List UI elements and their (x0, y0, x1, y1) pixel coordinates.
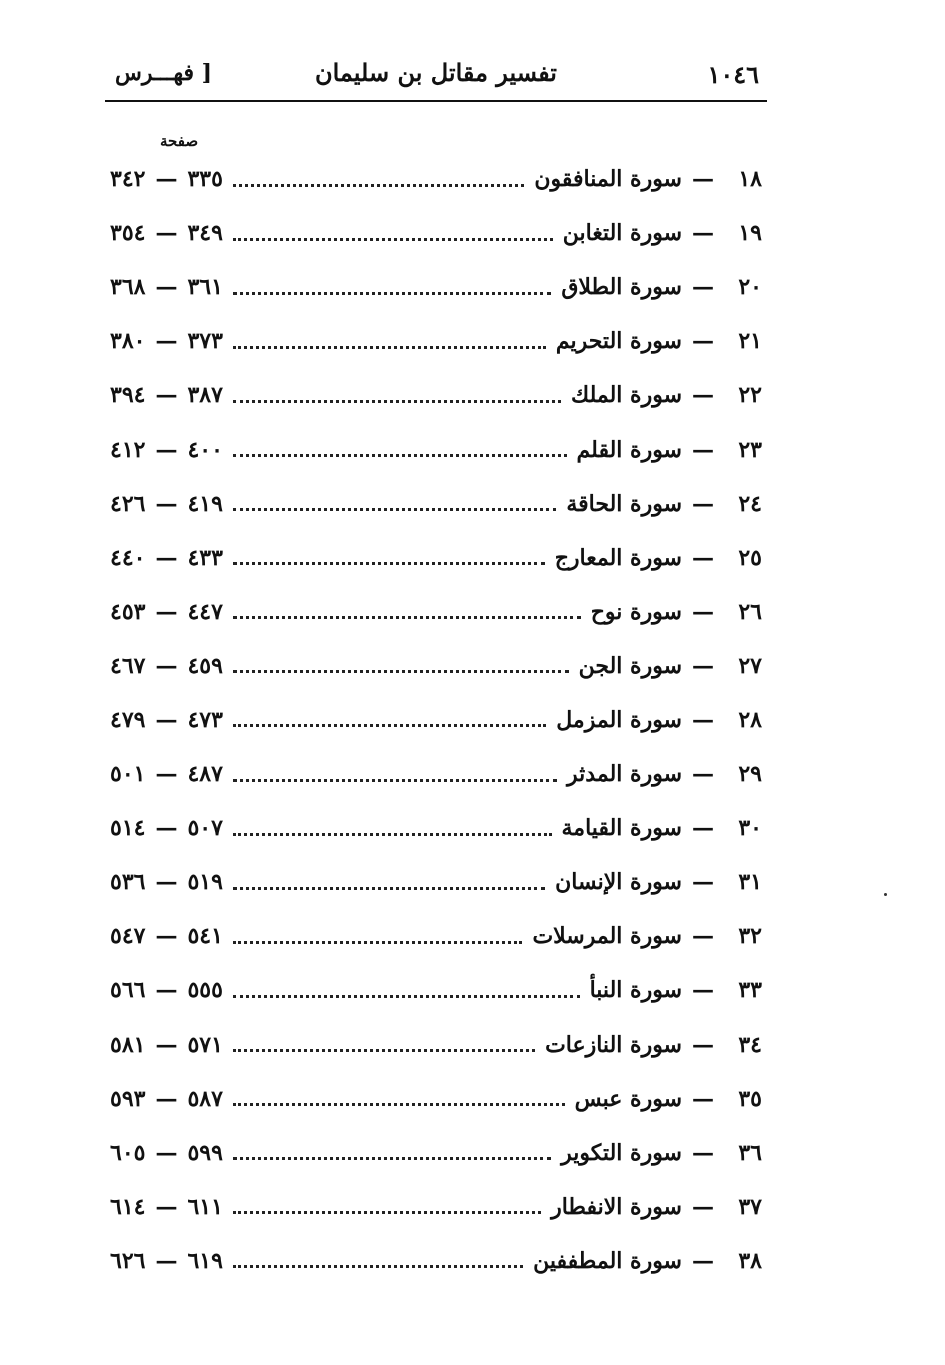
range-dash: — (155, 815, 178, 842)
dot-leader (233, 1211, 541, 1214)
page-from: ٣٣٥ (187, 166, 223, 193)
entry-dash: — (692, 598, 714, 625)
toc-entry (110, 368, 762, 422)
entry-dash: — (692, 815, 714, 842)
entry-number: ٢٤ (738, 490, 762, 517)
page-range (110, 491, 223, 517)
range-dash: — (155, 923, 178, 950)
surah-name: سورة الإنسان (555, 869, 682, 896)
book-title: تفسير مقاتل بن سليمان (314, 58, 557, 87)
entry-number: ٣٠ (738, 815, 762, 842)
range-dash: — (155, 220, 178, 247)
page-to: ٣٦٨ (110, 274, 146, 301)
surah-name: سورة المدثر (567, 761, 682, 788)
toc-entry (110, 1126, 762, 1180)
entry-number: ٢٢ (738, 382, 762, 409)
surah-name: سورة المزمل (556, 706, 682, 733)
surah-name: سورة المنافقون (534, 166, 682, 193)
entry-number: ٣٣ (738, 977, 762, 1004)
dot-leader (233, 508, 556, 511)
page-from: ٤٨٧ (187, 761, 223, 788)
page-to: ٤٦٧ (110, 652, 146, 679)
entry-number: ٢٨ (738, 706, 762, 733)
toc-entry (110, 639, 762, 693)
page-to: ٥١٤ (110, 815, 146, 842)
toc-entry (110, 855, 762, 909)
entry-number: ٢١ (738, 328, 762, 355)
entry-dash: — (692, 436, 714, 463)
dot-leader (233, 1103, 565, 1106)
range-dash: — (155, 706, 178, 733)
page-range (110, 977, 223, 1003)
page-range (110, 166, 223, 192)
range-dash: — (155, 274, 178, 301)
toc-entry (110, 1072, 762, 1126)
dot-leader (233, 1049, 535, 1052)
range-dash: — (155, 652, 178, 679)
toc-entry (110, 585, 762, 639)
page-range (110, 382, 223, 408)
table-of-contents (110, 152, 762, 1288)
entry-number: ٢٠ (738, 274, 762, 301)
range-dash: — (155, 436, 178, 463)
page-range (110, 437, 223, 463)
surah-name: سورة التغابن (562, 220, 682, 247)
entry-number: ٣٤ (738, 1031, 762, 1058)
surah-name: سورة القيامة (561, 815, 682, 842)
entry-dash: — (692, 1085, 714, 1112)
page-from: ٥٠٧ (187, 815, 223, 842)
entry-dash: — (692, 977, 714, 1004)
surah-name: سورة النازعات (545, 1031, 682, 1058)
ink-speck (884, 893, 887, 896)
entry-number: ٢٧ (738, 652, 762, 679)
entry-number: ٣١ (738, 869, 762, 896)
page-from: ٥٤١ (187, 923, 223, 950)
page-to: ٥٣٦ (110, 869, 146, 896)
entry-dash: — (692, 1193, 714, 1220)
page-to: ٤١٢ (110, 436, 146, 463)
surah-name: سورة التحريم (555, 328, 682, 355)
dot-leader (233, 887, 545, 890)
page-to: ٤٢٦ (110, 490, 146, 517)
page-range (110, 1140, 223, 1166)
page-range (110, 1032, 223, 1058)
page-to: ٦٢٦ (110, 1247, 146, 1274)
page-range (110, 761, 223, 787)
page-range (110, 1086, 223, 1112)
dot-leader (233, 1157, 551, 1160)
toc-entry (110, 260, 762, 314)
page-from: ٣٤٩ (187, 220, 223, 247)
dot-leader (233, 346, 546, 349)
dot-leader (233, 292, 551, 295)
dot-leader (233, 1265, 523, 1268)
range-dash: — (155, 869, 178, 896)
page-from: ٣٦١ (187, 274, 223, 301)
dot-leader (233, 941, 523, 944)
page-range (110, 653, 223, 679)
page-range (110, 869, 223, 895)
entry-number: ٢٦ (738, 598, 762, 625)
page-from: ٤١٩ (187, 490, 223, 517)
dot-leader (233, 779, 557, 782)
surah-name: سورة المطففين (533, 1247, 682, 1274)
surah-name: سورة نوح (590, 598, 682, 625)
surah-name: سورة الانفطار (551, 1193, 682, 1220)
toc-entry (110, 1018, 762, 1072)
page-range (110, 220, 223, 246)
entry-dash: — (692, 382, 714, 409)
entry-dash: — (692, 1247, 714, 1274)
range-dash: — (155, 1193, 178, 1220)
page-range (110, 707, 223, 733)
toc-entry (110, 206, 762, 260)
surah-name: سورة الجن (578, 652, 682, 679)
entry-dash: — (692, 544, 714, 571)
entry-dash: — (692, 490, 714, 517)
entry-number: ٣٧ (738, 1193, 762, 1220)
range-dash: — (155, 1247, 178, 1274)
surah-name: سورة المعارج (554, 544, 682, 571)
entry-number: ٣٥ (738, 1085, 762, 1112)
entry-dash: — (692, 761, 714, 788)
running-header (105, 58, 767, 102)
range-dash: — (155, 598, 178, 625)
entry-number: ١٩ (738, 220, 762, 247)
toc-entry (110, 963, 762, 1017)
page-range (110, 328, 223, 354)
page-range (110, 545, 223, 571)
page-from: ٤٧٣ (187, 706, 223, 733)
surah-name: سورة التكوير (561, 1139, 682, 1166)
range-dash: — (155, 977, 178, 1004)
dot-leader (233, 833, 552, 836)
page-range (110, 815, 223, 841)
range-dash: — (155, 544, 178, 571)
page-to: ٥٩٣ (110, 1085, 146, 1112)
surah-name: سورة المرسلات (532, 923, 682, 950)
entry-number: ٢٣ (738, 436, 762, 463)
page-to: ٣٤٢ (110, 166, 146, 193)
entry-number: ٣٢ (738, 923, 762, 950)
entry-number: ١٨ (738, 166, 762, 193)
range-dash: — (155, 761, 178, 788)
page-from: ٦١١ (187, 1193, 223, 1220)
range-dash: — (155, 490, 178, 517)
entry-dash: — (692, 869, 714, 896)
section-title: [ فهـــرس (115, 60, 213, 86)
page-from: ٤٤٧ (187, 598, 223, 625)
page-column-label: صفحة (160, 132, 199, 150)
page-to: ٤٥٣ (110, 598, 146, 625)
toc-entry (110, 1234, 762, 1288)
page-to: ٤٧٩ (110, 706, 146, 733)
page-to: ٥٦٦ (110, 977, 146, 1004)
surah-name: سورة القلم (576, 436, 682, 463)
page-to: ٦١٤ (110, 1193, 146, 1220)
dot-leader (233, 724, 546, 727)
dot-leader (233, 184, 524, 187)
entry-number: ٢٩ (738, 761, 762, 788)
entry-dash: — (692, 652, 714, 679)
range-dash: — (155, 166, 178, 193)
page-to: ٦٠٥ (110, 1139, 146, 1166)
toc-entry (110, 909, 762, 963)
page-range (110, 1194, 223, 1220)
dot-leader (233, 238, 553, 241)
dot-leader (233, 454, 567, 457)
page-from: ٣٨٧ (187, 382, 223, 409)
toc-entry (110, 422, 762, 476)
page-from: ٥٥٥ (187, 977, 223, 1004)
toc-entry (110, 1180, 762, 1234)
toc-entry (110, 152, 762, 206)
toc-entry (110, 801, 762, 855)
surah-name: سورة الحاقة (566, 490, 682, 517)
page-from: ٥١٩ (187, 869, 223, 896)
page-from: ٤٥٩ (187, 652, 223, 679)
range-dash: — (155, 382, 178, 409)
surah-name: سورة الطلاق (561, 274, 682, 301)
entry-dash: — (692, 706, 714, 733)
page-to: ٥٠١ (110, 761, 146, 788)
range-dash: — (155, 1139, 178, 1166)
dot-leader (233, 616, 581, 619)
page-from: ٥٧١ (187, 1031, 223, 1058)
entry-dash: — (692, 1031, 714, 1058)
dot-leader (233, 400, 561, 403)
entry-number: ٢٥ (738, 544, 762, 571)
page-from: ٤٣٣ (187, 544, 223, 571)
page-to: ٣٩٤ (110, 382, 146, 409)
range-dash: — (155, 328, 178, 355)
page-range (110, 274, 223, 300)
toc-entry (110, 747, 762, 801)
dot-leader (233, 995, 580, 998)
surah-name: سورة عبس (574, 1085, 682, 1112)
surah-name: سورة النبأ (589, 977, 682, 1004)
page-number: ١٠٤٦ (707, 60, 759, 89)
page-to: ٥٤٧ (110, 923, 146, 950)
page-from: ٥٨٧ (187, 1085, 223, 1112)
range-dash: — (155, 1031, 178, 1058)
toc-entry (110, 314, 762, 368)
dot-leader (233, 562, 545, 565)
surah-name: سورة الملك (571, 382, 682, 409)
range-dash: — (155, 1085, 178, 1112)
entry-dash: — (692, 166, 714, 193)
page-range (110, 599, 223, 625)
page-to: ٣٥٤ (110, 220, 146, 247)
toc-entry (110, 477, 762, 531)
entry-number: ٣٨ (738, 1247, 762, 1274)
page-range (110, 923, 223, 949)
page-range (110, 1248, 223, 1274)
entry-dash: — (692, 220, 714, 247)
page-to: ٣٨٠ (110, 328, 146, 355)
page-from: ٤٠٠ (187, 436, 223, 463)
entry-dash: — (692, 923, 714, 950)
toc-entry (110, 531, 762, 585)
entry-dash: — (692, 274, 714, 301)
page-from: ٦١٩ (187, 1247, 223, 1274)
page-to: ٥٨١ (110, 1031, 146, 1058)
page-from: ٣٧٣ (187, 328, 223, 355)
entry-dash: — (692, 1139, 714, 1166)
dot-leader (233, 670, 569, 673)
page-from: ٥٩٩ (187, 1139, 223, 1166)
entry-dash: — (692, 328, 714, 355)
toc-entry (110, 693, 762, 747)
page-to: ٤٤٠ (110, 544, 146, 571)
entry-number: ٣٦ (738, 1139, 762, 1166)
